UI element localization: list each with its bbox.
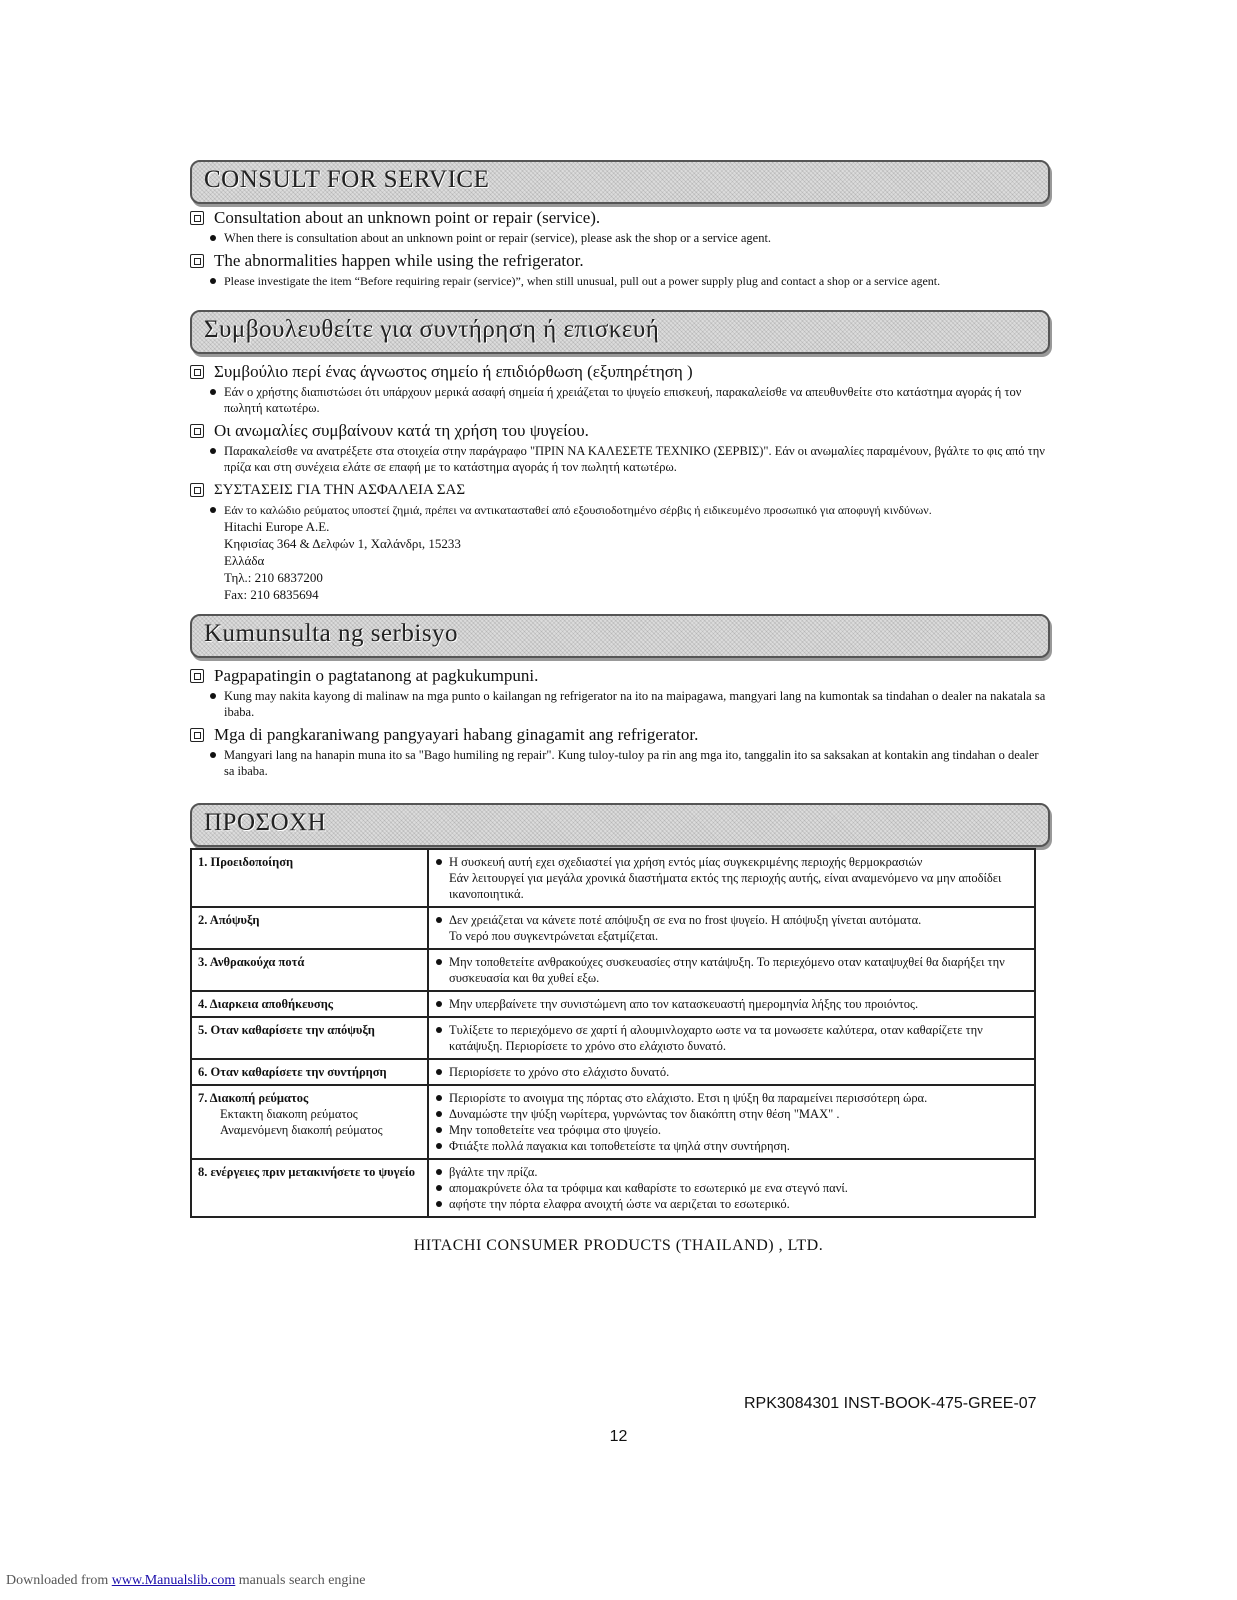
caution-line: Δεν χρειάζεται να κάνετε ποτέ απόψυξη σε ενα no frost ψυγείο. Η απόψυξη γίνεται αυτόματα. bbox=[435, 912, 1028, 928]
caution-sublabel: Εκτακτη διακοπη ρεύματος bbox=[220, 1107, 358, 1121]
caution-row bbox=[191, 949, 1035, 991]
square-bullet-icon bbox=[190, 669, 204, 683]
answer-item: Εάν το καλώδιο ρεύματος υποστεί ζημιά, πρέπει να αντικατασταθεί από εξουσιοδοτημένο σέρβις ή ειδικευμένο προσωπικό για αποφυγή κινδύνων. bbox=[190, 502, 1050, 518]
caution-text-cell bbox=[428, 1159, 1035, 1217]
square-bullet-icon bbox=[190, 483, 204, 497]
caution-line: αφήστε την πόρτα ελαφρα ανοιχτή ώστε να αεριζεται το εσωτερικό. bbox=[435, 1196, 1028, 1212]
answer-item: Please investigate the item “Before requiring repair (service)”, when still unusual, pull out a power supply plug and contact a shop or a service agent. bbox=[190, 273, 1050, 289]
caution-line: απομακρύνετε όλα τα τρόφιμα και καθαρίστε το εσωτερικό με ενα στεγνό πανί. bbox=[435, 1180, 1028, 1196]
section-tagalog-service bbox=[190, 614, 1050, 779]
caution-line: Δυναμώστε την ψύξη νωρίτερα, γυρνώντας τον διακόπτη στην θέση "MAX" . bbox=[435, 1106, 1028, 1122]
caution-line: Εάν λειτουργεί για μεγάλα χρονικά διαστήματα εκτός της περιοχής αυτής, είναι αναμενόμενο να μην αποδίδει ικανοποιητικά. bbox=[449, 871, 1002, 901]
question-item: Συμβούλιο περί ένας άγνωστος σημείο ή επιδιόρθωση (εξυπηρέτηση ) bbox=[190, 362, 1050, 382]
caution-label: 1. Προειδοποίηση bbox=[198, 855, 294, 869]
section-title: ΠΡΟΣΟΧΗ bbox=[204, 809, 327, 836]
caution-label: 6. Οταν καθαρίσετε την συντήρηση bbox=[198, 1065, 387, 1079]
caution-label-cell bbox=[191, 1059, 428, 1085]
section-caution bbox=[190, 803, 1050, 847]
caution-line: Η συσκευή αυτή εχει σχεδιαστεί για χρήση εντός μίας συγκεκριμένης περιοχής θερμοκρασιών bbox=[435, 854, 1028, 870]
address-line: Ελλάδα bbox=[224, 553, 265, 568]
caution-table bbox=[190, 848, 1036, 1218]
answer-item: Mangyari lang na hanapin muna ito sa "Bago humiling ng repair". Kung tuloy-tuloy pa rin ang mga ito, tanggalin ito sa saksakan at kontakin ang tindahan o dealer sa ibaba. bbox=[190, 747, 1050, 779]
square-bullet-icon bbox=[190, 365, 204, 379]
address-block bbox=[190, 518, 1050, 603]
company-name: HITACHI CONSUMER PRODUCTS (THAILAND) , LTD. bbox=[413, 1237, 824, 1254]
section-banner bbox=[190, 803, 1050, 847]
section-banner bbox=[190, 160, 1050, 204]
footer-prefix: Downloaded from bbox=[6, 1573, 112, 1588]
caution-row bbox=[191, 1059, 1035, 1085]
question-item: The abnormalities happen while using the refrigerator. bbox=[190, 251, 1050, 271]
caution-label: 4. Διαρκεια αποθήκευσης bbox=[198, 997, 334, 1011]
caution-label-cell bbox=[191, 991, 428, 1017]
address-line: Κηφισίας 364 & Δελφών 1, Χαλάνδρι, 15233 bbox=[224, 536, 461, 551]
caution-row bbox=[191, 849, 1035, 907]
caution-label: 2. Απόψυξη bbox=[198, 913, 260, 927]
manualslib-link[interactable]: www.Manualslib.com bbox=[111, 1573, 236, 1588]
question-item: ΣΥΣΤΑΣΕΙΣ ΓΙΑ ΤΗΝ ΑΣΦΑΛΕΙΑ ΣΑΣ bbox=[190, 480, 1050, 500]
answer-item: When there is consultation about an unknown point or repair (service), please ask the shop or a service agent. bbox=[190, 230, 1050, 246]
caution-label-cell bbox=[191, 849, 428, 907]
section-greek-service bbox=[190, 310, 1050, 603]
caution-text-cell bbox=[428, 849, 1035, 907]
section-title: CONSULT FOR SERVICE bbox=[204, 166, 490, 193]
caution-text-cell bbox=[428, 907, 1035, 949]
caution-line: Μην τοποθετείτε νεα τρόφιμα στο ψυγείο. bbox=[435, 1122, 1028, 1138]
caution-text-cell bbox=[428, 1085, 1035, 1159]
caution-text-cell bbox=[428, 991, 1035, 1017]
caution-row bbox=[191, 1017, 1035, 1059]
square-bullet-icon bbox=[190, 254, 204, 268]
caution-line: Περιορίσετε το χρόνο στο ελάχιστο δυνατό. bbox=[435, 1064, 1028, 1080]
address-line: Hitachi Europe A.E. bbox=[224, 519, 330, 534]
caution-text-cell bbox=[428, 1059, 1035, 1085]
question-item: Pagpapatingin o pagtatanong at pagkukumpuni. bbox=[190, 666, 1050, 686]
section-consult-service bbox=[190, 160, 1050, 289]
question-item: Οι ανωμαλίες συμβαίνουν κατά τη χρήση του ψυγείου. bbox=[190, 421, 1050, 441]
caution-line: βγάλτε την πρίζα. bbox=[435, 1164, 1028, 1180]
section-banner bbox=[190, 614, 1050, 658]
caution-label-cell bbox=[191, 1017, 428, 1059]
question-item: Consultation about an unknown point or repair (service). bbox=[190, 208, 1050, 228]
caution-label: 5. Οταν καθαρίσετε την απόψυξη bbox=[198, 1023, 375, 1037]
section-title: Συμβουλευθείτε για συντήρηση ή επισκευή bbox=[204, 316, 660, 343]
caution-line: Περιορίστε το ανοιγμα της πόρτας στο ελάχιστο. Ετσι η ψύξη θα παραμείνει περισσότερη ώρα. bbox=[435, 1090, 1028, 1106]
footer bbox=[6, 1573, 366, 1589]
caution-label-cell bbox=[191, 907, 428, 949]
caution-label-cell bbox=[191, 1085, 428, 1159]
caution-row bbox=[191, 907, 1035, 949]
square-bullet-icon bbox=[190, 728, 204, 742]
caution-line: Τυλίξετε το περιεχόμενο σε χαρτί ή αλουμινλοχαρτο ωστε να τα μονωσετε καλύτερα, οταν καθαρίζετε την κατάψυξη. Περιορίσετε το χρόνο στο ελάχιστο δυνατό. bbox=[435, 1022, 1028, 1054]
document-code: RPK3084301 INST-BOOK-475-GREE-07 bbox=[744, 1395, 1037, 1412]
caution-line: Μην υπερβαίνετε την συνιστώμενη απο τον κατασκευαστή ημερομηνία λήξης του προιόντος. bbox=[435, 996, 1028, 1012]
caution-row bbox=[191, 1159, 1035, 1217]
caution-line: Μην τοποθετείτε ανθρακούχες συσκευασίες στην κατάψυξη. Το περιεχόμενο οταν καταψυχθεί θα διαρήξει την συσκευασία και θα χυθεί εξω. bbox=[435, 954, 1028, 986]
caution-label-cell bbox=[191, 949, 428, 991]
page-number: 12 bbox=[609, 1428, 628, 1445]
caution-label: 7. Διακοπή ρεύματος bbox=[198, 1091, 309, 1105]
section-banner bbox=[190, 310, 1050, 354]
caution-row bbox=[191, 991, 1035, 1017]
footer-suffix: manuals search engine bbox=[235, 1573, 366, 1588]
section-title: Kumunsulta ng serbisyo bbox=[204, 620, 459, 647]
square-bullet-icon bbox=[190, 211, 204, 225]
caution-text-cell bbox=[428, 1017, 1035, 1059]
question-item: Mga di pangkaraniwang pangyayari habang ginagamit ang refrigerator. bbox=[190, 725, 1050, 745]
caution-text-cell bbox=[428, 949, 1035, 991]
caution-sublabel: Αναμενόμενη διακοπή ρεύματος bbox=[220, 1123, 383, 1137]
answer-item: Εάν ο χρήστης διαπιστώσει ότι υπάρχουν μερικά ασαφή σημεία ή χρειάζεται το ψυγείο επισκευή, παρακαλείσθε να απευθυνθείτε στο κατάστημα αγοράς ή τον πωλητή κατωτέρω. bbox=[190, 384, 1050, 416]
address-line: Τηλ.: 210 6837200 bbox=[224, 570, 323, 585]
caution-label-cell bbox=[191, 1159, 428, 1217]
caution-line: Το νερό που συγκεντρώνεται εξατμίζεται. bbox=[449, 929, 659, 943]
caution-label: 8. ενέργειες πριν μετακινήσετε το ψυγείο bbox=[198, 1165, 415, 1179]
caution-line: Φτιάξτε πολλά παγακια και τοποθετείστε τα ψηλά στην συντήρηση. bbox=[435, 1138, 1028, 1154]
address-line: Fax: 210 6835694 bbox=[224, 587, 319, 602]
caution-label: 3. Ανθρακούχα ποτά bbox=[198, 955, 305, 969]
square-bullet-icon bbox=[190, 424, 204, 438]
answer-item: Παρακαλείσθε να ανατρέξετε στα στοιχεία στην παράγραφο "ΠΡΙΝ ΝΑ ΚΑΛΕΣΕΤΕ ΤΕΧΝΙΚΟ (ΣΕΡΒΙΣ)". Εάν οι ανωμαλίες παραμένουν, βγάλτε το φις από την πρίζα και στη συνέχεια ελάτε σε επαφή με το κατάστημα αγοράς ή τον πωλητή κατωτέρω. bbox=[190, 443, 1050, 475]
caution-row bbox=[191, 1085, 1035, 1159]
answer-item: Kung may nakita kayong di malinaw na mga punto o kailangan ng refrigerator na ito na maipagawa, mangyari lang na kumontak sa tindahan o dealer na nakatala sa ibaba. bbox=[190, 688, 1050, 720]
